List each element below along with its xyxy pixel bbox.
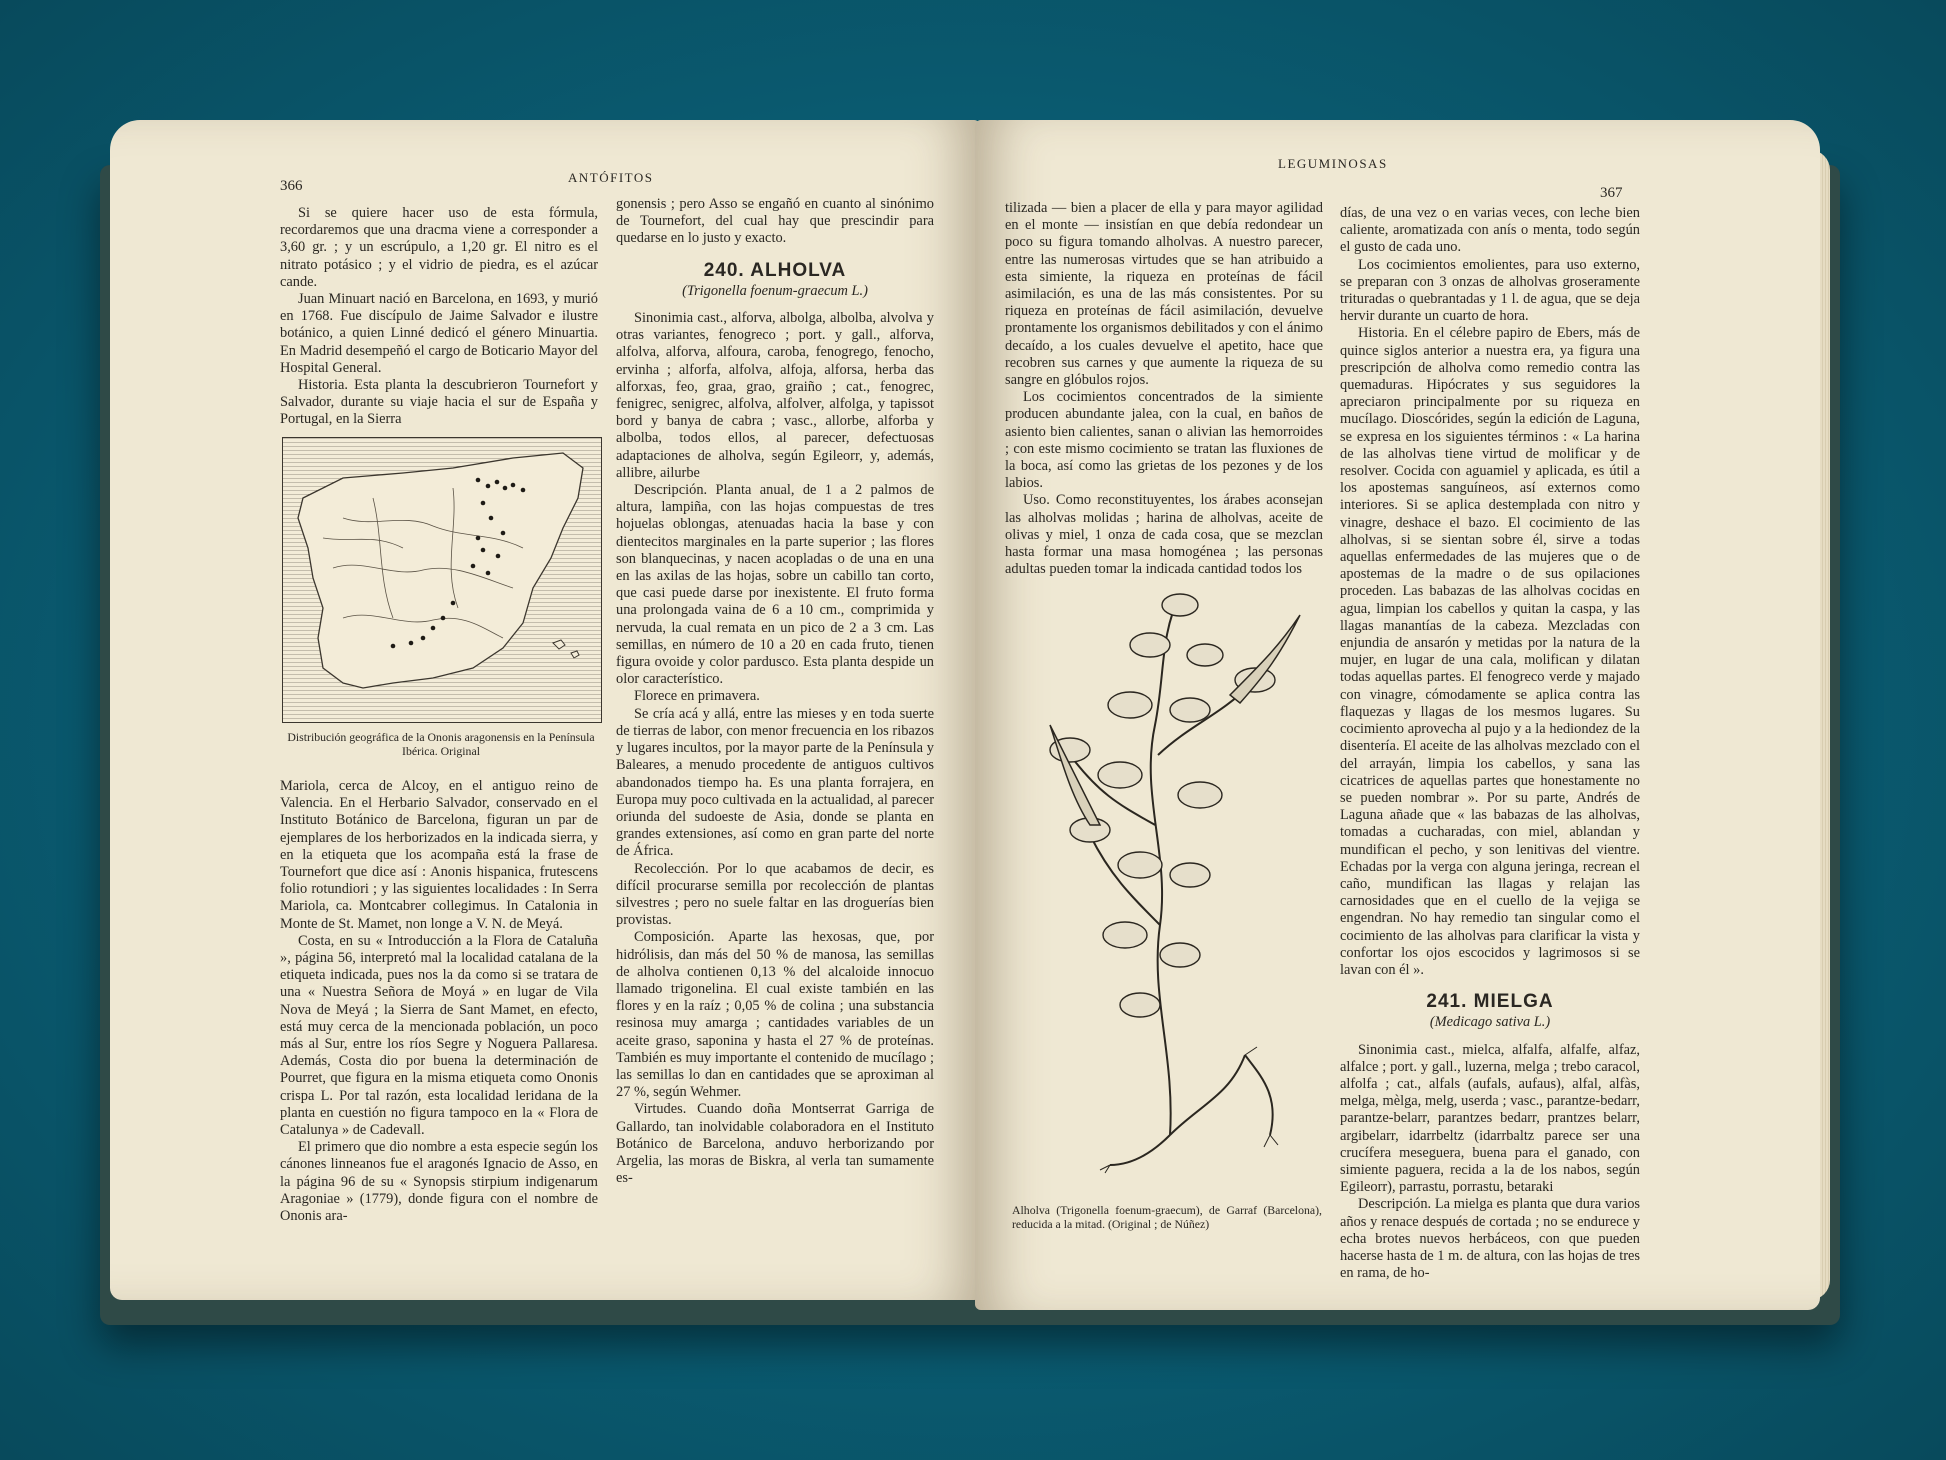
paragraph: Uso. Como reconstituyentes, los árabes aconsejan las alholvas molidas ; harina de alholvas, aceite de olivas y miel, 1 onza de cada cosa, que se mezclan hasta formar una masa homogénea ; las personas adultas pueden tomar la indicada cantidad todos los <box>1005 492 1323 578</box>
iberia-map-figure <box>283 438 601 722</box>
paragraph: Descripción. La mielga es planta que dura varios años y renace después de cortada ; no se endurece y echa brotes nuevos herbáceos, con que pueden hacerse hasta de 1 m. de altura, con las hojas de tres en rama, de ho- <box>1340 1196 1640 1282</box>
map-caption: Distribución geográfica de la Ononis aragonensis en la Península Ibérica. Original <box>287 730 595 758</box>
section-heading-240: 240. ALHOLVA <box>703 259 847 281</box>
paragraph: Composición. Aparte las hexosas, que, por hidrólisis, dan más del 50 % de manosa, las semillas de alholva contienen 0,13 % del alcaloide innocuo llamado trigonelina. El cual existe también en las flores y en la raíz ; 0,05 % de colina ; una substancia resinosa muy amarga ; cantidades variables de un aceite graso, saponina y hasta el 27 % de proteínas. También es muy importante el contenido de mucílago ; las semillas lo dan en cantidades que se aproximan al 27 %, según Wehmer. <box>616 929 934 1101</box>
left-column-1 <box>280 205 598 429</box>
running-head-left: ANTÓFITOS <box>568 170 654 185</box>
section-subtitle-241: (Medicago sativa L.) <box>1429 1014 1551 1031</box>
paragraph: tilizada — bien a placer de ella y para mayor agilidad en el monte — insistían en que debía redondear un poco su figura tomando alholvas. A nuestro parecer, entre las numerosas virtudes que se han atribuido a esta simiente, la riqueza en proteínas de fácil asimilación, es una de las más consistentes. Por su riqueza en proteínas de fácil asimilación, devuelve prontamente los organismos debilitados y con el ánimo decaído, a los cuales devuelve el apetito, hace que recobren sus carnes y que aumente la riqueza de su sangre en glóbulos rojos. <box>1005 200 1323 389</box>
page-number-right: 367 <box>1600 185 1623 201</box>
right-column-1 <box>1005 200 1323 578</box>
plant-caption: Alholva (Trigonella foenum-graecum), de Garraf (Barcelona), reducida a la mitad. (Original ; de Núñez) <box>1012 1203 1322 1231</box>
section-subtitle-240: (Trigonella foenum-graecum L.) <box>682 282 868 299</box>
paragraph: Mariola, cerca de Alcoy, en el antiguo reino de Valencia. En el Herbario Salvador, conservado en el Instituto Botánico de Barcelona, figuran un par de ejemplares de los herborizados en la indicada sierra, y en la etiqueta que los acompaña está la frase de Tournefort que dice así : Anonis hispanica, frutescens folio rotundiori ; y las siguientes localidades : In Serra Mariola, ca. Montcabrer collegimus. In Catalonia in Monte de St. Mamet, non longe a V. N. de Meyá. <box>280 778 598 932</box>
right-column-2 <box>1340 205 1640 1282</box>
paragraph: Sinonimia cast., alforva, albolga, albolba, alvolva y otras variantes, fenogreco ; port. y gall., alforva, alfolva, alforva, alfoura, caroba, fenogrego, fenocho, ervinha ; alforfa, alfolva, alfoja, alforsa, herba das alforxas, feo, graa, grao, graiño ; cat., fenogrec, fenigrec, senigrec, alfolva, alfolver, alfolga, y tapissot bord y banya de cabra ; vasc., allorbe, alforba y albolba, todos ellos, al parecer, defectuosas adaptaciones de alholva, según Egileorr, y, además, allibre, ailurbe <box>616 310 934 481</box>
paragraph: Juan Minuart nació en Barcelona, en 1693, y murió en 1768. Fue discípulo de Jaime Salvador e ilustre botánico, a quien Linné dedicó el género Minuartia. En Madrid desempeñó el cargo de Boticario Mayor del Hospital General. <box>280 291 598 376</box>
paragraph: gonensis ; pero Asso se engañó en cuanto al sinónimo de Tournefort, del cual hay que prescindir para quedarse en lo justo y exacto. <box>616 196 934 247</box>
paragraph: Historia. En el célebre papiro de Ebers, más de quince siglos anterior a nuestra era, ya figura una prescripción de alholva como remedio contra las quemaduras. Hipócrates y sus seguidores la apreciaron principalmente por su riqueza en mucílago. Dioscórides, según la edición de Laguna, se expresa en los siguientes términos : « La harina de las alholvas tiene virtud de molificar y de resolver. Cocida con aguamiel y aplicada, es útil a los apostemas sanguíneos, así externos como interiores. Si se aplica destemplada con nitro y vinagre, deshace el bazo. El cocimiento de las alholvas, si se sientan sobre él, sirve a todas aquellas enfermedades de las mujeres que o de apostemas de la madre o de sus opilaciones proceden. Las babazas de las alholvas cocidas en agua, limpian los cabellos y quitan la caspa, y las llagas manantías de la cabeza. Mezcladas con enjundia de ansarón y metidas por la natura de la mujer, en lugar de una cala, molifican y dilatan todas aquellas partes. El fenogreco verde y majado con vinagre, cómodamente se aplica contra las flaquezas y llagas de los mesmos lugares. Su cocimiento aprovecha al pujo y a la hediondez de la disentería. El aceite de las alholvas mezclado con el del arrayán, limpia los cabellos, y sana las cicatrices de aquellas partes que honestamente no se pueden nombrar ». Por su parte, Andrés de Laguna añade que « las babazas de las alholvas, tomadas a cucharadas, con miel, ablandan y mundifican el pecho, y son lenitivas del vientre. Echadas por la verga con alguna jeringa, recrean el caño, mundifican las llagas y relajan las carnosidades que en el cuello de la vejiga se engendran. No hay remedio tan singular como el cocimiento de las alholvas para clarificar la vista y confortar los ojos escocidos y lagrimosos si se lavan con él ». <box>1340 325 1640 978</box>
left-column-2 <box>616 196 934 1187</box>
section-heading-241: 241. MIELGA <box>1426 991 1554 1013</box>
paragraph: Descripción. Planta anual, de 1 a 2 palmos de altura, lampiña, con las hojas compuestas de tres hojuelas oblongas, atenuadas hacia la base y con dientecitos marginales en la parte superior ; las flores son blanquecinas, y nacen acopladas o de una en una en las axilas de las hojas, sobre un cabillo tan corto, que casi puede darse por inexistente. El fruto forma una prolongada vaina de 6 a 10 cm., comprimida y nervuda, la cual remata en un pico de 2 a 3 cm. Las semillas, en número de 10 a 20 en cada fruto, tienen figura ovoide y color pardusco. Esta planta despide un olor característico. <box>616 482 934 688</box>
alholva-plant-figure <box>1030 575 1330 1175</box>
paragraph: El primero que dio nombre a esta especie según los cánones linneanos fue el aragonés Ignacio de Asso, en la página 96 de su « Synopsis stirpium indigenarum Aragoniae » (1779), donde figura con el nombre de Ononis ara- <box>280 1139 598 1225</box>
paragraph: Los cocimientos concentrados de la simiente producen abundante jalea, con la cual, en baños de asiento bien calientes, sanan o alivian las hemorroides ; con este mismo cocimiento se tratan las fluxiones de la boca, así como las grietas de los pezones y de los labios. <box>1005 389 1323 492</box>
paragraph: Florece en primavera. <box>634 688 760 705</box>
paragraph: Costa, en su « Introducción a la Flora de Cataluña », página 56, interpretó mal la localidad catalana de la etiqueta indicada, pues nos la da como si se tratara de una « Nuestra Señora de Moyá » en lugar de Vila Nova de Meyá ; la Sierra de Sant Mamet, en efecto, está muy cerca de la mencionada población, un poco más al Sur, entre los ríos Segre y Noguera Pallaresa. Además, Costa dio por buena la determinación de Pourret, que figura en la misma etiqueta como Ononis crispa L. Por tal razón, esta localidad leridana de la planta en cuestión no figura tampoco en la « Flora de Catalunya » de Cadevall. <box>280 932 598 1139</box>
paragraph: Historia. Esta planta la descubrieron Tournefort y Salvador, durante su viaje hacia el sur de España y Portugal, en la Sierra <box>280 377 598 428</box>
paragraph: Recolección. Por lo que acabamos de decir, es difícil procurarse semilla por recolección de plantas silvestres ; pero no suele faltar en las droguerías bien provistas. <box>616 860 934 929</box>
paragraph: Los cocimientos emolientes, para uso externo, se preparan con 3 onzas de alholvas groseramente trituradas o quebrantadas y 1 l. de agua, que se deja hervir durante un cuarto de hora. <box>1340 256 1640 325</box>
paragraph: Sinonimia cast., mielca, alfalfa, alfalfe, alfaz, alfalce ; port. y gall., luzerna, melga ; trebo caracol, alfolfa ; cat., alfals (aufals, aufaus), alfal, alfàs, melga, mèlga, melg, userda ; vasc., parantze-bedarr, parantze-belarr, parantzes bedarr, prantzes belarr, argibelarr, idarrbeltz (idarrbaltz parece ser una crucífera meseguera, buena para el ganado, con simiente paguera, recida a la de los nabos, según Egileorr), parrastu, porrastu, betaraki <box>1340 1041 1640 1196</box>
paragraph: Virtudes. Cuando doña Montserrat Garriga de Gallardo, tan inolvidable colaboradora en el Instituto Botánico de Barcelona, anduvo herborizando por Argelia, las moras de Biskra, al verla tan sumamente es- <box>616 1101 934 1187</box>
plant-illustration <box>1030 575 1330 1175</box>
running-head-right: LEGUMINOSAS <box>1278 156 1388 171</box>
paragraph: Si se quiere hacer uso de esta fórmula, recordaremos que una dracma viene a corresponder a 3,60 gr. ; y un escrúpulo, a 1,20 gr. El nitro es el nitrato potásico ; y el vidrio de piedra, es el azúcar cande. <box>280 205 598 290</box>
distribution-map <box>282 437 602 723</box>
paragraph: días, de una vez o en varias veces, con leche bien caliente, aromatizada con anís o menta, todo según el gusto de cada uno. <box>1340 205 1640 256</box>
paragraph: Se cría acá y allá, entre las mieses y en toda suerte de tierras de labor, con menor frecuencia en los ribazos y lugares incultos, por la mayor parte de la Península y Baleares, a menudo procedente de antiguos cultivos abandonados tiempo ha. Es una planta forrajera, en Europa muy poco cultivada en la actualidad, al parecer oriunda del sudoeste de Asia, donde se planta en grandes extensiones, así como en gran parte del norte de África. <box>616 705 934 860</box>
page-number-left: 366 <box>280 178 303 194</box>
left-column-1-lower <box>280 778 598 1225</box>
